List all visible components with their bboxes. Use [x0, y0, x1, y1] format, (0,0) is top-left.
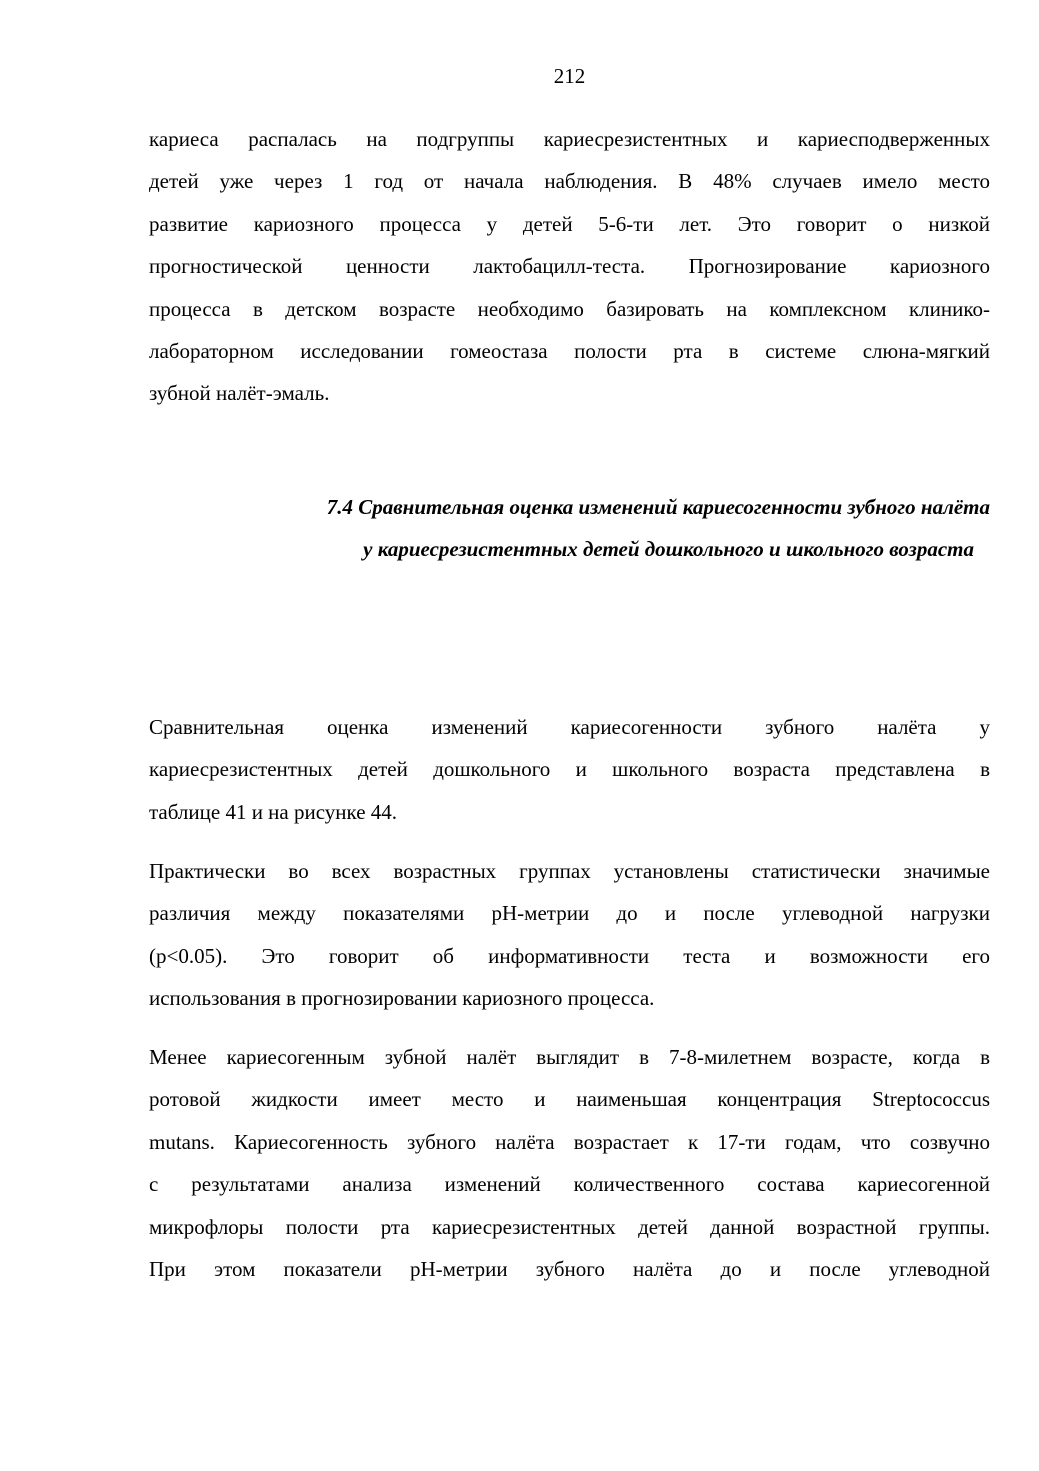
- paragraph-line: ротовой жидкости имеет место и наименьшая концентрация Streptococcus: [149, 1087, 990, 1112]
- paragraph-line: детей уже через 1 год от начала наблюдения. В 48% случаев имело место: [149, 169, 990, 194]
- paragraph-line: процесса в детском возрасте необходимо базировать на комплексном клинико-: [149, 296, 990, 321]
- paragraph-line: кариесрезистентных детей дошкольного и школьного возраста представлена в: [149, 757, 990, 782]
- paragraph-line: Менее кариесогенным зубной налёт выглядит в 7-8-милетнем возрасте, когда в: [149, 1045, 990, 1069]
- paragraph-line: Практически во всех возрастных группах установлены статистически значимые: [149, 859, 990, 883]
- paragraph-line: различия между показателями рН-метрии до и после углеводной нагрузки: [149, 901, 990, 926]
- paragraph-line: с результатами анализа изменений количественного состава кариесогенной: [149, 1172, 990, 1197]
- paragraph-line: (р<0.05). Это говорит об информативности теста и возможности его: [149, 943, 990, 968]
- section-heading-line-2: у кариесрезистентных детей дошкольного и школьного возраста: [363, 537, 974, 561]
- section-heading-line-1: 7.4 Сравнительная оценка изменений кариесогенности зубного налёта: [326, 495, 990, 519]
- paragraph-line: При этом показатели рН-метрии зубного налёта до и после углеводной: [149, 1257, 990, 1282]
- page-number: 212: [553, 64, 586, 88]
- section-heading: [149, 486, 990, 570]
- paragraph-line: лабораторном исследовании гомеостаза полости рта в системе слюна-мягкий: [149, 339, 990, 364]
- paragraph-4: [149, 1036, 990, 1290]
- paragraph-line: развитие кариозного процесса у детей 5-6-ти лет. Это говорит о низкой: [149, 211, 990, 236]
- paragraph-line: зубной налёт-эмаль.: [149, 381, 330, 406]
- paragraph-line: кариеса распалась на подгруппы кариесрезистентных и кариесподверженных: [149, 127, 990, 151]
- paragraph-line: прогностической ценности лактобацилл-теста. Прогнозирование кариозного: [149, 254, 990, 279]
- paragraph-3: [149, 850, 990, 1020]
- paragraph-line: mutans. Кариесогенность зубного налёта возрастает к 17-ти годам, что созвучно: [149, 1129, 990, 1154]
- paragraph-line: Сравнительная оценка изменений кариесогенности зубного налёта у: [149, 715, 990, 739]
- paragraph-2: [149, 706, 990, 833]
- paragraph-line: микрофлоры полости рта кариесрезистентных детей данной возрастной группы.: [149, 1214, 990, 1239]
- paragraph-line: таблице 41 и на рисунке 44.: [149, 799, 398, 824]
- paragraph-line: использования в прогнозировании кариозного процесса.: [149, 986, 655, 1011]
- paragraph-1: [149, 118, 990, 415]
